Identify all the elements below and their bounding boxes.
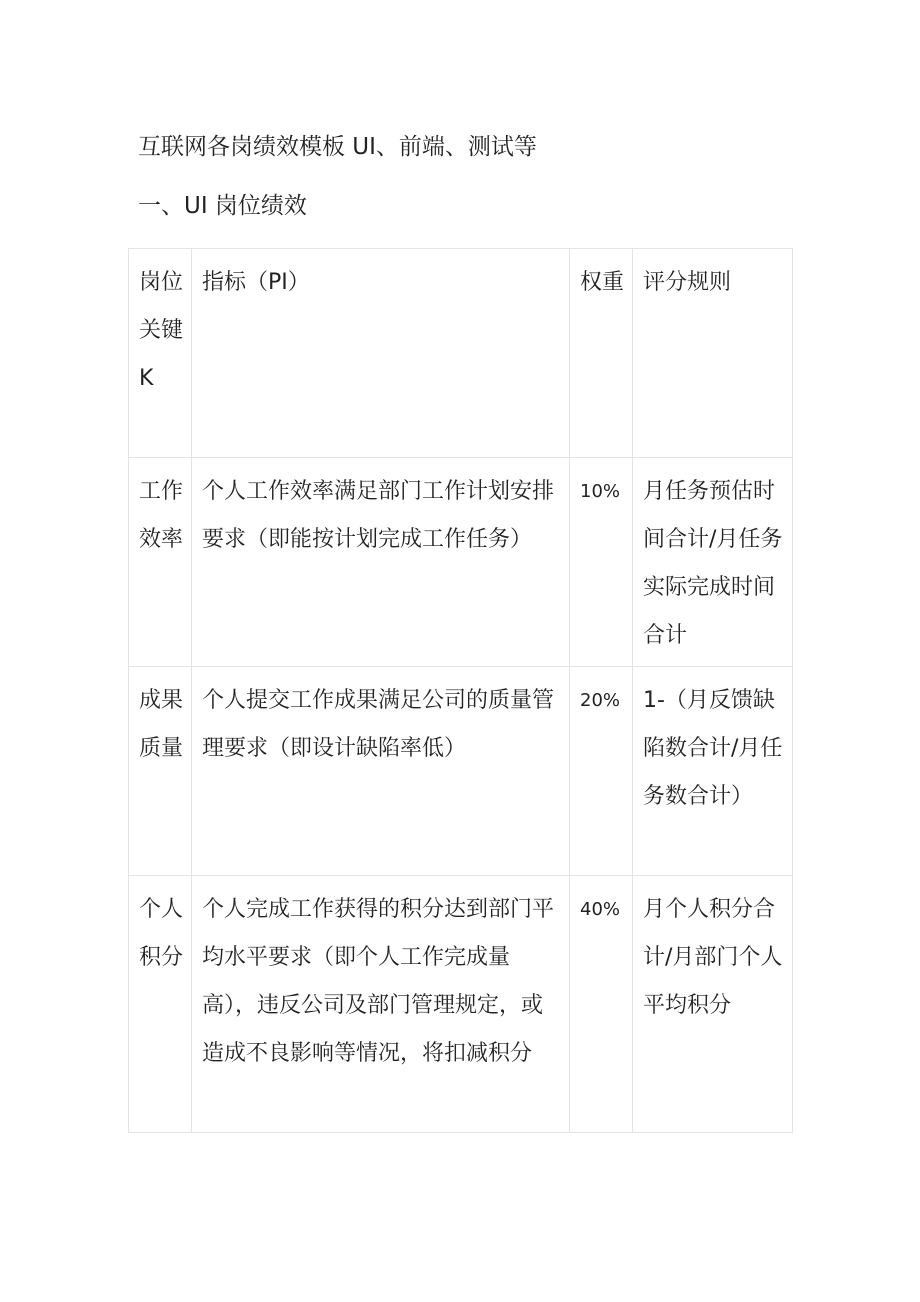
cell-position-key: 个人积分 [129, 876, 192, 1133]
cell-weight: 10% [570, 458, 633, 667]
document-title: 互联网各岗绩效模板 UI、前端、测试等 [138, 134, 537, 160]
cell-scoring-rule: 1-（月反馈缺陷数合计/月任务数合计） [633, 667, 793, 876]
cell-scoring-rule: 月个人积分合计/月部门个人平均积分 [633, 876, 793, 1133]
header-position-key: 岗位关键 K [129, 249, 192, 458]
table-row [129, 876, 793, 1133]
cell-indicator: 个人工作效率满足部门工作计划安排要求（即能按计划完成工作任务） [192, 458, 570, 667]
cell-position-key: 工作效率 [129, 458, 192, 667]
cell-scoring-rule: 月任务预估时间合计/月任务实际完成时间合计 [633, 458, 793, 667]
table-row [129, 458, 793, 667]
cell-indicator: 个人完成工作获得的积分达到部门平均水平要求（即个人工作完成量高），违反公司及部门管理规定，或造成不良影响等情况，将扣减积分 [192, 876, 570, 1133]
table-header-row [129, 249, 793, 458]
cell-weight: 20% [570, 667, 633, 876]
cell-indicator: 个人提交工作成果满足公司的质量管理要求（即设计缺陷率低） [192, 667, 570, 876]
section-heading: 一、UI 岗位绩效 [138, 193, 307, 219]
header-indicator: 指标（PI） [192, 249, 570, 458]
header-scoring-rule: 评分规则 [633, 249, 793, 458]
kpi-table [128, 248, 793, 1133]
table-row [129, 667, 793, 876]
cell-weight: 40% [570, 876, 633, 1133]
cell-position-key: 成果质量 [129, 667, 192, 876]
header-weight: 权重 [570, 249, 633, 458]
